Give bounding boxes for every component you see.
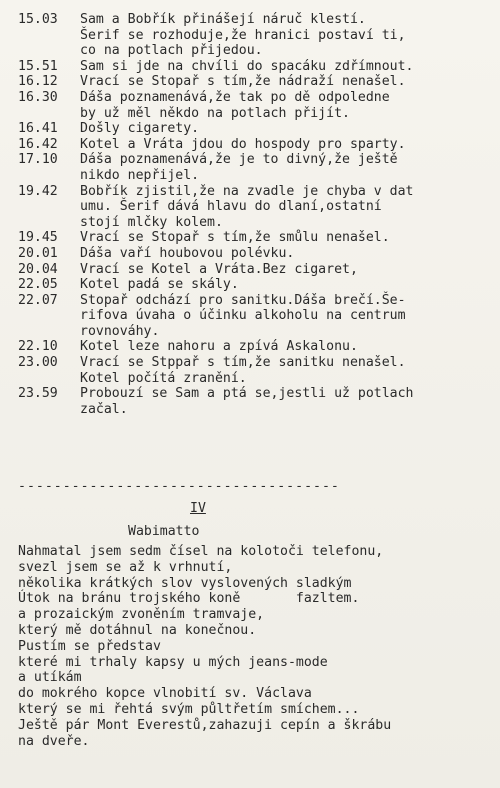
log-time: 19.42 bbox=[18, 183, 58, 199]
poem-line: který mě dotáhnul na konečnou. bbox=[18, 622, 257, 638]
chapter-number: IV bbox=[190, 501, 206, 516]
log-entry bbox=[18, 277, 496, 293]
log-time: 17.10 bbox=[18, 152, 58, 168]
log-time: 16.42 bbox=[18, 136, 58, 152]
poem-line: několika krátkých slov vyslovených sladkým bbox=[18, 575, 352, 591]
log-text: Dáša vaří houbovou polévku. bbox=[80, 245, 295, 261]
log-entry bbox=[18, 12, 496, 59]
log-entry bbox=[18, 293, 496, 340]
poem-line: a prozaickým zvoněním tramvaje, bbox=[18, 607, 265, 623]
log-entry bbox=[18, 184, 496, 231]
log-time: 20.01 bbox=[18, 245, 58, 261]
log-text: Došly cigarety. bbox=[80, 121, 200, 137]
log-text: Dáša poznamenává,že je to divný,že ještě nikdo nepřijel. bbox=[80, 152, 398, 183]
log-time: 22.05 bbox=[18, 277, 58, 293]
log-entry bbox=[18, 339, 496, 355]
log-text: Sam a Bobřík přinášejí náruč klestí. Šerif se rozhoduje,že hranici postaví ti, co na potlach přijedou. bbox=[80, 12, 406, 59]
poem-line: svezl jsem se až k vrhnutí, bbox=[18, 559, 233, 575]
log-entry bbox=[18, 90, 496, 121]
log-time: 22.10 bbox=[18, 339, 58, 355]
log-time: 19.45 bbox=[18, 230, 58, 246]
log-text: Vrací se Stopař s tím,že nádraží nenašel. bbox=[80, 74, 406, 90]
log-text: Vrací se Kotel a Vráta.Bez cigaret, bbox=[80, 261, 358, 277]
log-time: 16.12 bbox=[18, 74, 58, 90]
log-text: Kotel a Vráta jdou do hospody pro sparty. bbox=[80, 136, 406, 152]
log-time: 15.03 bbox=[18, 12, 58, 27]
poem-line: do mokrého kopce vlnobití sv. Václava bbox=[18, 686, 312, 702]
log-time: 22.07 bbox=[18, 292, 58, 308]
log-text: Probouzí se Sam a ptá se,jestli už potlach začal. bbox=[80, 386, 414, 417]
log-entry bbox=[18, 121, 496, 137]
log-entry bbox=[18, 386, 496, 417]
log-text: Kotel padá se skály. bbox=[80, 277, 239, 293]
poem-title: Wabimatto bbox=[128, 524, 200, 539]
poem-line: a utíkám bbox=[18, 670, 82, 686]
poem-line: Pustím se představ bbox=[18, 638, 161, 654]
log-entry bbox=[18, 230, 496, 246]
log-text: Vrací se Stppař s tím,že sanitku nenašel. Kotel počítá zranění. bbox=[80, 355, 406, 386]
log-text: Stopař odchází pro sanitku.Dáša brečí.Še- rifova úvaha o účinku alkoholu na centrum rovnováhy. bbox=[80, 292, 406, 339]
event-log bbox=[18, 12, 496, 417]
poem-line: které mi trhaly kapsy u mých jeans-mode bbox=[18, 654, 328, 670]
log-text: Kotel leze nahoru a zpívá Askalonu. bbox=[80, 339, 358, 355]
log-text: Vrací se Stopař s tím,že smůlu nenašel. bbox=[80, 230, 390, 246]
log-entry bbox=[18, 355, 496, 386]
log-time: 20.04 bbox=[18, 261, 58, 277]
log-time: 15.51 bbox=[18, 58, 58, 74]
log-entry bbox=[18, 152, 496, 183]
log-entry bbox=[18, 262, 496, 278]
log-entry bbox=[18, 74, 496, 90]
poem-body bbox=[18, 544, 496, 749]
poem-line: Útok na bránu trojského koně fazltem. bbox=[18, 591, 360, 607]
log-time: 16.30 bbox=[18, 89, 58, 105]
log-text: Sam si jde na chvíli do spacáku zdřímnout. bbox=[80, 58, 414, 74]
poem-line: Nahmatal jsem sedm čísel na kolotoči telefonu, bbox=[18, 544, 384, 559]
log-text: Bobřík zjistil,že na zvadle je chyba v dat umu. Šerif dává hlavu do dlaní,ostatní stojí mlčky kolem. bbox=[80, 183, 414, 230]
log-entry bbox=[18, 246, 496, 262]
log-text: Dáša poznamenává,že tak po dě odpoledne by už měl někdo na potlach přijít. bbox=[80, 89, 390, 121]
section-separator: ------------------------------------ bbox=[18, 479, 340, 494]
poem-line: který se mi řehtá svým půltřetím smíchem... bbox=[18, 701, 360, 717]
poem-line: na dveře. bbox=[18, 733, 90, 749]
log-time: 23.00 bbox=[18, 355, 58, 371]
poem-line: Ještě pár Mont Everestů,zahazuji cepín a škrábu bbox=[18, 717, 392, 733]
log-entry bbox=[18, 59, 496, 75]
log-entry bbox=[18, 137, 496, 153]
log-time: 23.59 bbox=[18, 386, 58, 402]
log-time: 16.41 bbox=[18, 121, 58, 137]
